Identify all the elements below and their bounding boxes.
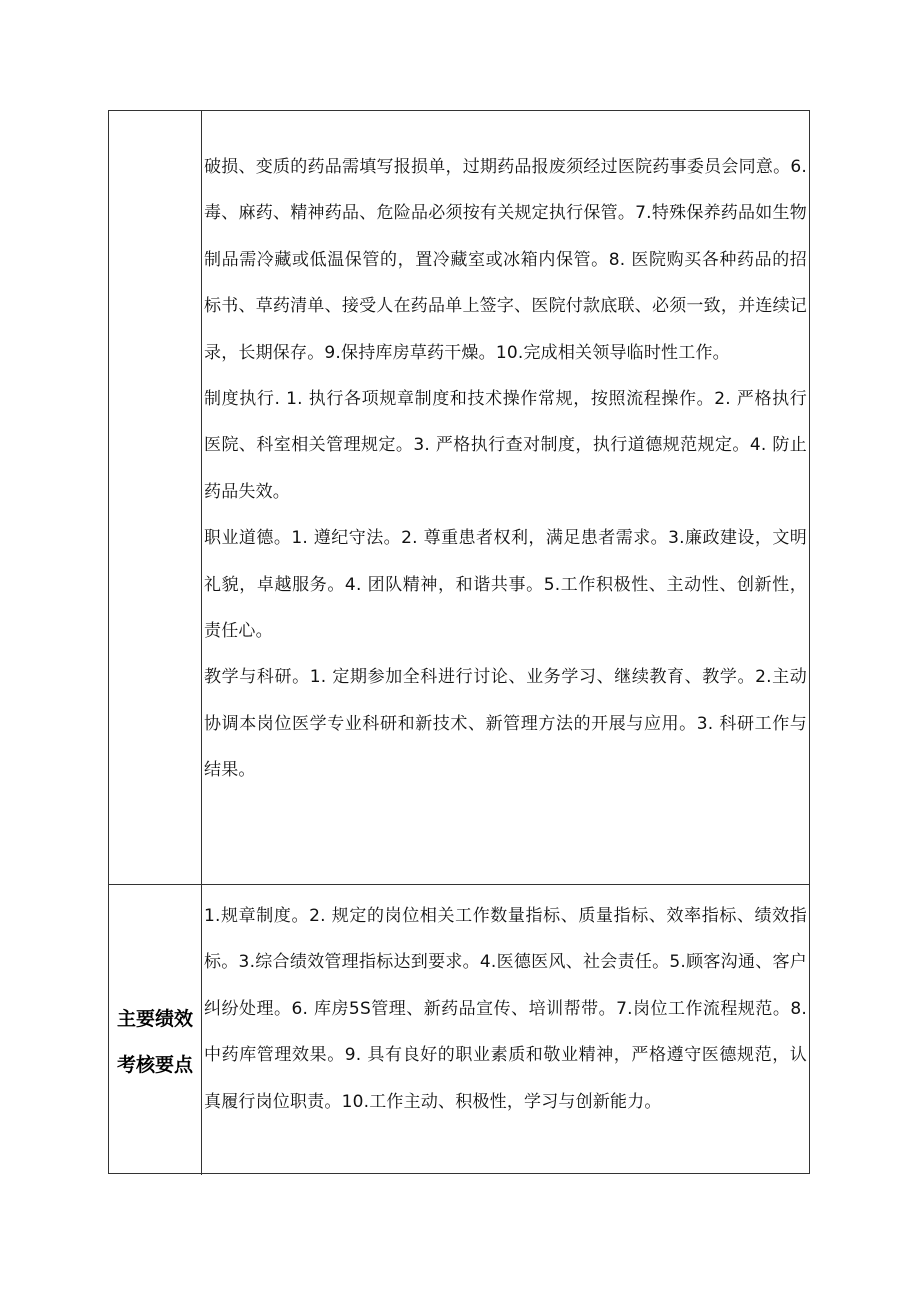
paragraph-drug-storage: 破损、变质的药品需填写报损单，过期药品报废须经过医院药事委员会同意。6. 毒、麻药、精神药品、危险品必须按有关规定执行保管。7.特殊保养药品如生物制品需冷藏或低温保管的，置冷藏室或冰箱内保管。8. 医院购买各种药品的招标书、草药清单、接受人在药品单上签字、医院付款底联、必须一致，并连续记录，长期保存。9.保持库房草药干燥。10.完成相关领导临时性工作。: [204, 157, 807, 363]
row2-content-text: [204, 893, 807, 1125]
row1-content-cell: [202, 111, 809, 884]
kpi-label-line-1: 主要绩效: [116, 1008, 193, 1030]
kpi-label: [109, 996, 201, 1088]
row2-label-cell: [109, 884, 202, 1175]
kpi-label-line-2: 考核要点: [116, 1054, 193, 1076]
paragraph-kpi-points: 1.规章制度。2. 规定的岗位相关工作数量指标、质量指标、效率指标、绩效指标。3.综合绩效管理指标达到要求。4.医德医风、社会责任。5.顾客沟通、客户纠纷处理。6. 库房5S管理、新药品宣传、培训帮带。7.岗位工作流程规范。8. 中药库管理效果。9. 具有良好的职业素质和敬业精神，严格遵守医德规范，认真履行岗位职责。10.工作主动、积极性，学习与创新能力。: [204, 906, 807, 1112]
responsibility-table: [108, 110, 810, 1174]
row1-content-text: [204, 144, 807, 794]
row2-content-cell: [202, 884, 809, 1175]
paragraph-system-execution: 制度执行. 1. 执行各项规章制度和技术操作常规，按照流程操作。2. 严格执行医院、科室相关管理规定。3. 严格执行查对制度，执行道德规范规定。4. 防止药品失效。: [204, 389, 807, 502]
row1-label-cell: [109, 111, 202, 884]
paragraph-professional-ethics: 职业道德。1. 遵纪守法。2. 尊重患者权利，满足患者需求。3.廉政建设，文明礼貌，卓越服务。4. 团队精神，和谐共事。5.工作积极性、主动性、创新性，责任心。: [204, 528, 807, 642]
paragraph-teaching-research: 教学与科研。1. 定期参加全科进行讨论、业务学习、继续教育、教学。2.主动协调本岗位医学专业科研和新技术、新管理方法的开展与应用。3. 科研工作与结果。: [204, 667, 807, 781]
